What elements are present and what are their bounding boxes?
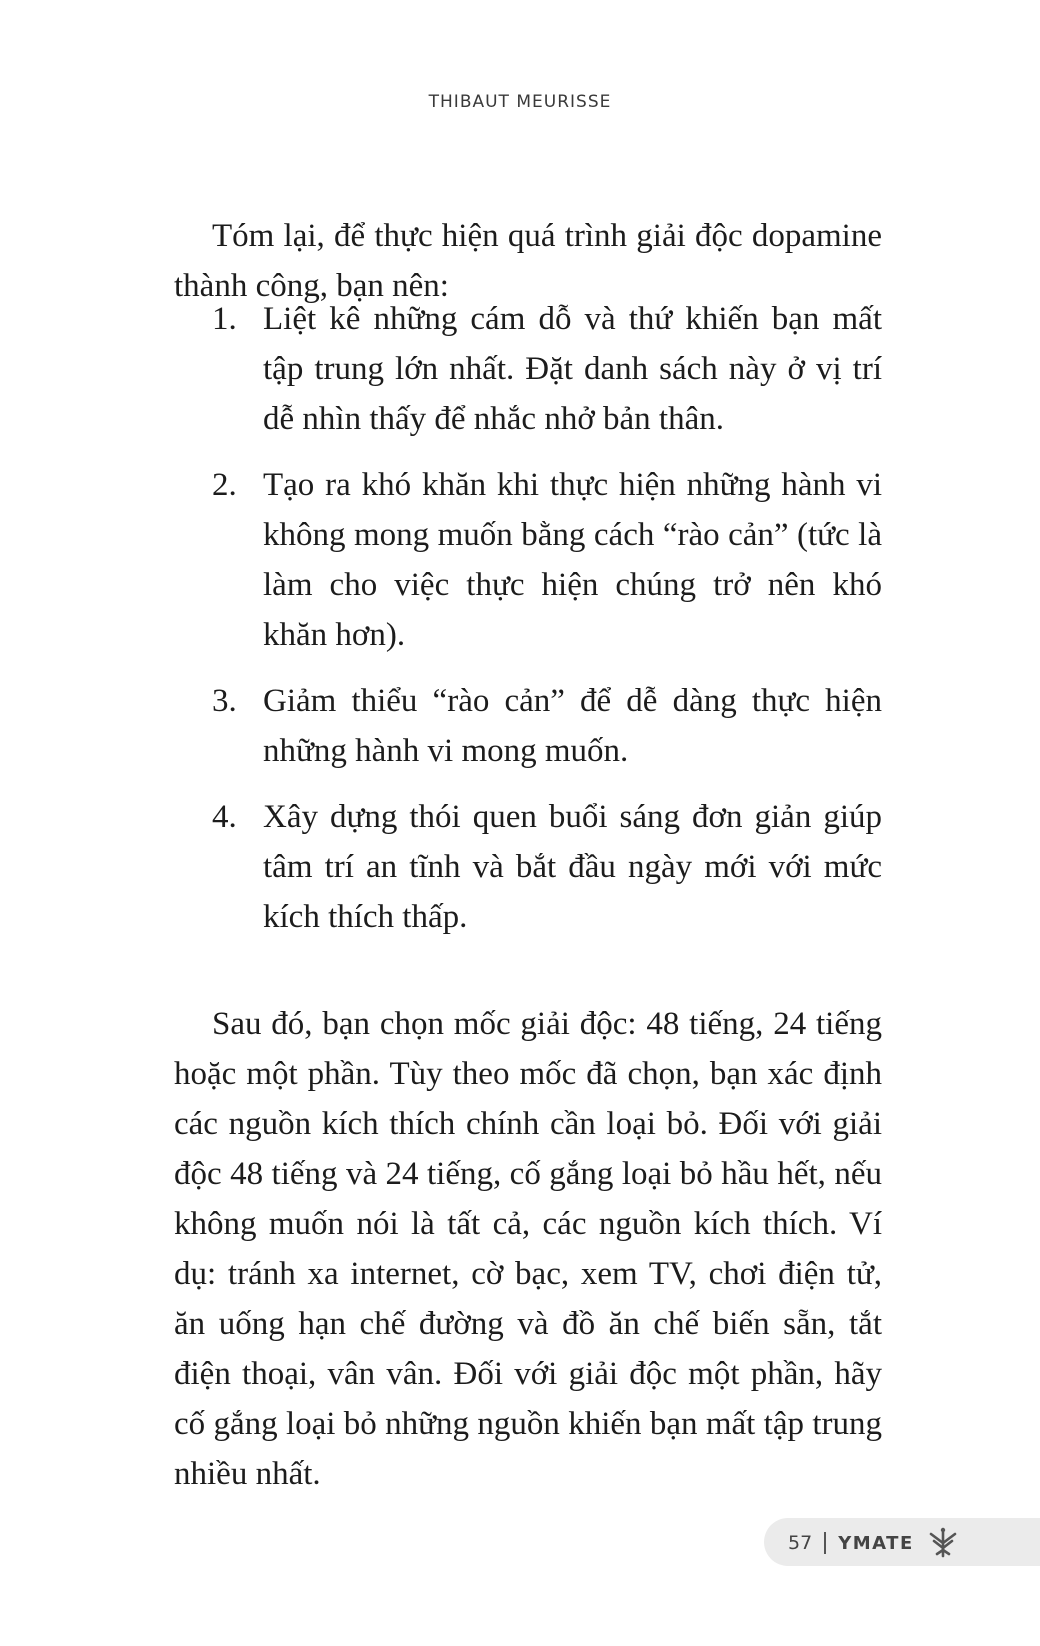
running-header-author: THIBAUT MEURISSE	[428, 92, 612, 112]
summary-paragraph: Sau đó, bạn chọn mốc giải độc: 48 tiếng, 24 tiếng hoặc một phần. Tùy theo mốc đã chọn, bạn xác định các nguồn kích thích chính cần loại bỏ. Đối với giải độc 48 tiếng và 24 tiếng, cố gắng loại bỏ hầu hết, nếu không muốn nói là tất cả, các nguồn kích thích. Ví dụ: tránh xa internet, cờ bạc, xem TV, chơi điện tử, ăn uống hạn chế đường và đồ ăn chế biến sẵn, tắt điện thoại, vân vân. Đối với giải độc một phần, hãy cố gắng loại bỏ những nguồn khiến bạn mất tập trung nhiều nhất.	[174, 1006, 882, 1492]
list-item-text: Xây dựng thói quen buổi sáng đơn giản giúp tâm trí an tĩnh và bắt đầu ngày mới với mức kích thích thấp.	[263, 799, 882, 935]
list-item-number: 3.	[212, 683, 237, 719]
list-item	[174, 294, 882, 444]
footer-divider	[824, 1532, 826, 1554]
list-item-text: Tạo ra khó khăn khi thực hiện những hành vi không mong muốn bằng cách “rào cản” (tức là làm cho việc thực hiện chúng trở nên khó khăn hơn).	[263, 467, 882, 653]
page-footer	[788, 1528, 960, 1558]
list-item-number: 4.	[212, 799, 237, 835]
list-item	[174, 676, 882, 776]
intro-paragraph: Tóm lại, để thực hiện quá trình giải độc dopamine thành công, bạn nên:	[174, 218, 882, 304]
list-item-number: 1.	[212, 301, 237, 337]
page-number: 57	[788, 1532, 813, 1554]
steps-list	[174, 294, 882, 942]
list-item-number: 2.	[212, 467, 237, 503]
brand-name: YMATE	[838, 1532, 914, 1554]
ymate-logo-icon	[926, 1526, 960, 1560]
list-item-text: Liệt kê những cám dỗ và thứ khiến bạn mất tập trung lớn nhất. Đặt danh sách này ở vị trí dễ nhìn thấy để nhắc nhở bản thân.	[263, 301, 882, 437]
list-item	[174, 792, 882, 942]
list-item-text: Giảm thiểu “rào cản” để dễ dàng thực hiện những hành vi mong muốn.	[263, 683, 882, 769]
list-item	[174, 460, 882, 660]
